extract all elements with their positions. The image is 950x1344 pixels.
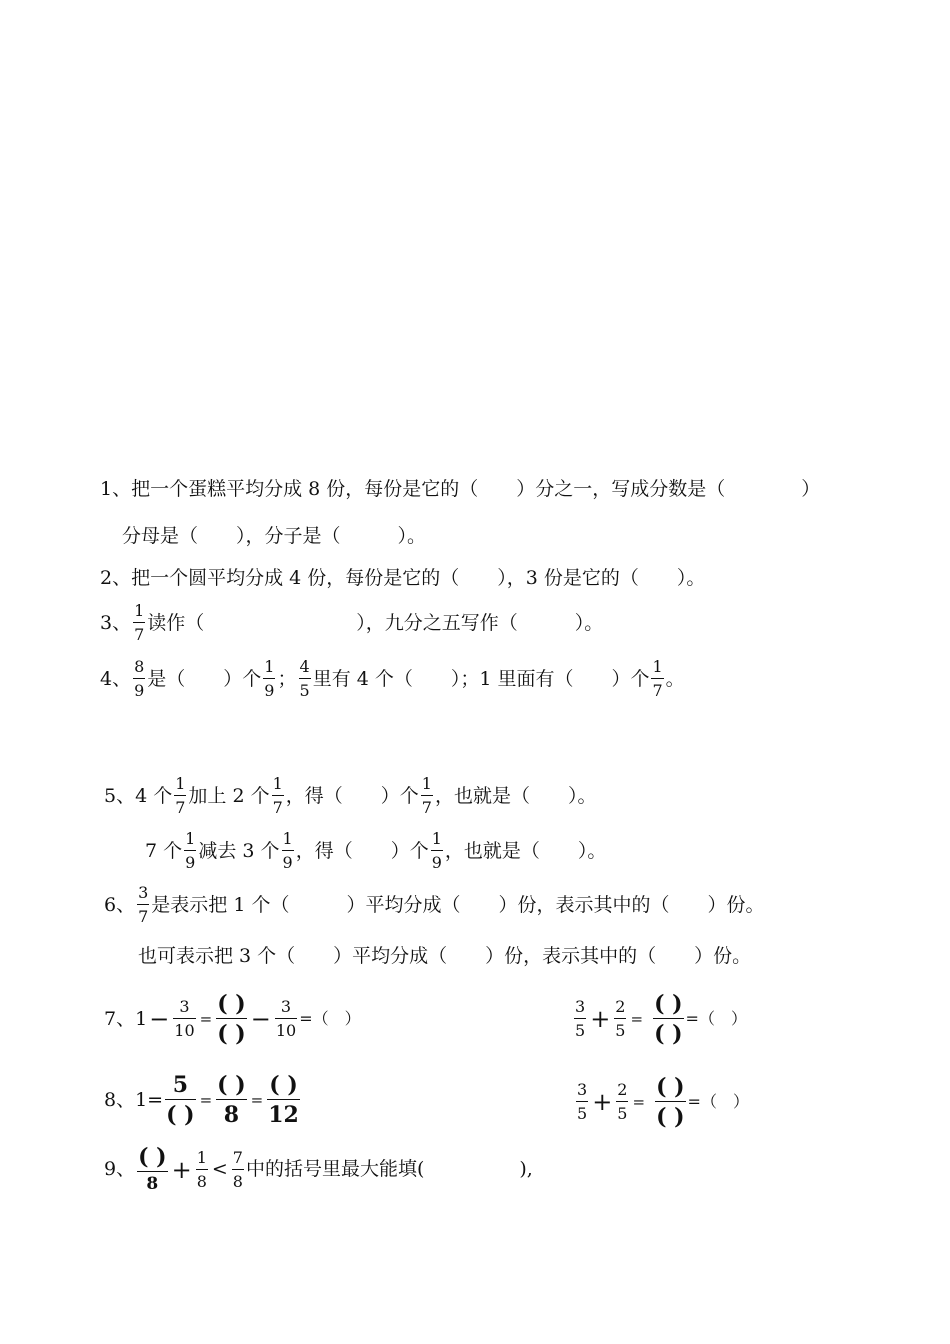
fraction <box>272 776 284 816</box>
numerator: 3 <box>138 883 149 902</box>
less-than-sign: < <box>211 1158 228 1180</box>
answer-blank: =（ ） <box>299 1009 361 1028</box>
fraction <box>263 659 275 699</box>
question-5-text: 加上 2 个 <box>188 784 270 807</box>
fraction <box>651 659 663 699</box>
fraction-bar <box>216 1018 246 1019</box>
fraction-bar <box>282 850 294 851</box>
question-number: 3、 <box>100 611 132 634</box>
question-2-text: 2、把一个圆平均分成 4 份，每份是它的（ ），3 份是它的（ ）。 <box>100 567 706 589</box>
numerator: ( ) <box>269 1072 298 1098</box>
fraction-bar <box>196 1169 208 1170</box>
question-6-line-2 <box>138 947 751 966</box>
fraction <box>137 885 149 925</box>
fraction-bar <box>137 904 149 905</box>
numerator: 2 <box>615 997 626 1016</box>
fraction <box>299 659 311 699</box>
question-number: 6、 <box>104 893 136 916</box>
fraction-bar <box>653 1018 683 1019</box>
denominator: 12 <box>268 1102 299 1128</box>
fraction <box>165 1074 195 1126</box>
fraction <box>275 999 297 1039</box>
question-5-line-2 <box>145 831 606 871</box>
denominator: 5 <box>577 1104 588 1123</box>
question-4-text: 是（ ）个 <box>147 667 262 690</box>
fraction <box>232 1147 244 1191</box>
answer-blank: =（ ） <box>685 1009 747 1028</box>
fraction-bar <box>272 795 284 796</box>
denominator: 10 <box>275 1021 297 1040</box>
fraction-bar <box>275 1018 297 1019</box>
question-number: 5、4 个 <box>104 784 173 807</box>
fraction-bar <box>184 850 196 851</box>
fraction-bar <box>133 622 145 623</box>
numerator: ( ) <box>217 1072 246 1098</box>
answer-blank: =（ ） <box>687 1092 749 1111</box>
question-5-text: 减去 3 个 <box>198 839 280 862</box>
numerator: ( ) <box>654 991 683 1017</box>
denominator: 7 <box>138 907 149 926</box>
denominator: 7 <box>134 625 145 644</box>
numerator: 1 <box>175 774 186 793</box>
fraction-bar <box>165 1099 195 1100</box>
numerator: 1 <box>431 829 442 848</box>
question-9-text: 中的括号里最大能填( ), <box>245 1158 533 1180</box>
numerator: 3 <box>575 997 586 1016</box>
fraction <box>576 1082 588 1122</box>
numerator: 1 <box>134 601 145 620</box>
fraction <box>282 831 294 871</box>
plus-sign: + <box>592 1088 613 1116</box>
question-1-line-2 <box>122 527 426 546</box>
fraction <box>174 776 186 816</box>
fraction-bar <box>431 850 443 851</box>
question-6-line-1 <box>104 885 764 925</box>
equals-sign: = <box>630 1009 644 1028</box>
denominator: 8 <box>223 1102 240 1128</box>
fraction <box>431 831 443 871</box>
numerator: ( ) <box>656 1074 685 1100</box>
denominator: 7 <box>652 681 663 700</box>
fraction-bar <box>133 678 145 679</box>
fraction-bar <box>137 1171 167 1172</box>
fraction-bar <box>574 1018 586 1019</box>
numerator: 4 <box>299 657 310 676</box>
question-7-right <box>572 993 747 1045</box>
blank-fraction <box>137 1146 167 1193</box>
fraction-bar <box>299 678 311 679</box>
question-1-continuation: 分母是（ ），分子是（ ）。 <box>122 525 427 547</box>
equals-sign: = <box>199 1009 213 1028</box>
numerator: 1 <box>282 829 293 848</box>
question-1-line-1 <box>100 480 820 499</box>
question-number: 4、 <box>100 667 132 690</box>
denominator: 10 <box>174 1021 195 1040</box>
numerator: 1 <box>185 829 196 848</box>
fraction-bar <box>421 795 433 796</box>
fraction-bar <box>616 1101 628 1102</box>
numerator: 3 <box>280 997 292 1016</box>
plus-sign: + <box>590 1005 611 1033</box>
question-8-left <box>104 1074 302 1126</box>
fraction-bar <box>174 795 186 796</box>
fraction-bar <box>614 1018 626 1019</box>
fraction-bar <box>267 1099 300 1100</box>
numerator: 1 <box>196 1147 207 1167</box>
denominator: 7 <box>421 798 432 817</box>
fraction <box>184 831 196 871</box>
denominator: ( ) <box>656 1104 685 1130</box>
denominator: 5 <box>575 1021 586 1040</box>
denominator: 8 <box>146 1174 159 1194</box>
blank-fraction <box>653 993 683 1045</box>
question-number: 7、1 <box>104 1007 148 1030</box>
fraction-bar <box>651 678 663 679</box>
question-5-text: ，也就是（ ）。 <box>434 784 597 807</box>
question-4-text: 。 <box>665 667 685 690</box>
denominator: ( ) <box>654 1021 683 1047</box>
numerator: 1 <box>421 774 432 793</box>
denominator: ( ) <box>217 1021 246 1047</box>
denominator: 8 <box>196 1171 207 1191</box>
question-3-text: 读作（ ），九分之五写作（ ）。 <box>147 611 604 634</box>
denominator: 9 <box>264 681 275 700</box>
blank-fraction <box>655 1076 685 1128</box>
minus-sign: − <box>250 1005 271 1033</box>
denominator: 8 <box>232 1171 243 1191</box>
denominator: 9 <box>134 681 145 700</box>
denominator: 5 <box>617 1104 628 1123</box>
denominator: 9 <box>185 853 196 872</box>
numerator: 3 <box>179 997 190 1016</box>
fraction <box>133 659 145 699</box>
numerator: ( ) <box>217 991 246 1017</box>
question-6-text: 是表示把 1 个（ ）平均分成（ ）份，表示其中的（ ）份。 <box>151 893 765 916</box>
denominator: 5 <box>615 1021 626 1040</box>
question-7-left <box>104 993 361 1045</box>
question-number: 8、1= <box>104 1088 164 1111</box>
question-6-continuation: 也可表示把 3 个（ ）平均分成（ ）份，表示其中的（ ）份。 <box>138 945 752 967</box>
fraction <box>616 1082 628 1122</box>
numerator: 3 <box>577 1080 588 1099</box>
question-5-line-1 <box>104 776 596 816</box>
question-4 <box>100 659 685 699</box>
fraction-bar <box>216 1099 246 1100</box>
denominator: 7 <box>272 798 283 817</box>
fraction-bar <box>232 1169 244 1170</box>
question-4-text: 里有 4 个（ ）；1 里面有（ ）个 <box>312 667 650 690</box>
question-1-text: 1、把一个蛋糕平均分成 8 份，每份是它的（ ）分之一，写成分数是（ ） <box>100 478 821 500</box>
question-5-text: 7 个 <box>145 839 183 862</box>
numerator: 1 <box>264 657 275 676</box>
question-9 <box>104 1146 533 1193</box>
question-5-text: ，得（ ）个 <box>285 784 419 807</box>
question-number: 9、 <box>104 1158 136 1180</box>
equals-sign: = <box>199 1090 213 1109</box>
question-4-text: ； <box>277 667 297 690</box>
numerator: 8 <box>134 657 145 676</box>
fraction <box>421 776 433 816</box>
numerator: 7 <box>232 1147 243 1167</box>
plus-sign: + <box>171 1155 192 1184</box>
denominator: ( ) <box>166 1102 195 1128</box>
numerator: 1 <box>272 774 283 793</box>
question-3 <box>100 603 603 643</box>
equals-sign: = <box>632 1092 646 1111</box>
fraction <box>196 1147 208 1191</box>
numerator: ( ) <box>138 1144 167 1170</box>
fraction-bar <box>173 1018 195 1019</box>
equals-sign: = <box>250 1090 264 1109</box>
denominator: 7 <box>175 798 186 817</box>
denominator: 9 <box>282 853 293 872</box>
question-5-text: ，得（ ）个 <box>295 839 429 862</box>
numerator: 1 <box>652 657 663 676</box>
fraction <box>173 999 195 1039</box>
minus-sign: − <box>149 1005 170 1033</box>
denominator: 5 <box>299 681 310 700</box>
fraction <box>614 999 626 1039</box>
fraction <box>574 999 586 1039</box>
denominator: 9 <box>431 853 442 872</box>
fraction-bar <box>576 1101 588 1102</box>
numerator: 2 <box>617 1080 628 1099</box>
question-8-right <box>574 1076 749 1128</box>
fraction <box>267 1074 300 1126</box>
fraction <box>216 1074 246 1126</box>
fraction <box>133 603 145 643</box>
numerator: 5 <box>172 1072 188 1098</box>
question-2 <box>100 569 705 588</box>
blank-fraction <box>216 993 246 1045</box>
fraction-bar <box>263 678 275 679</box>
fraction-bar <box>655 1101 685 1102</box>
question-5-text: ，也就是（ ）。 <box>444 839 607 862</box>
